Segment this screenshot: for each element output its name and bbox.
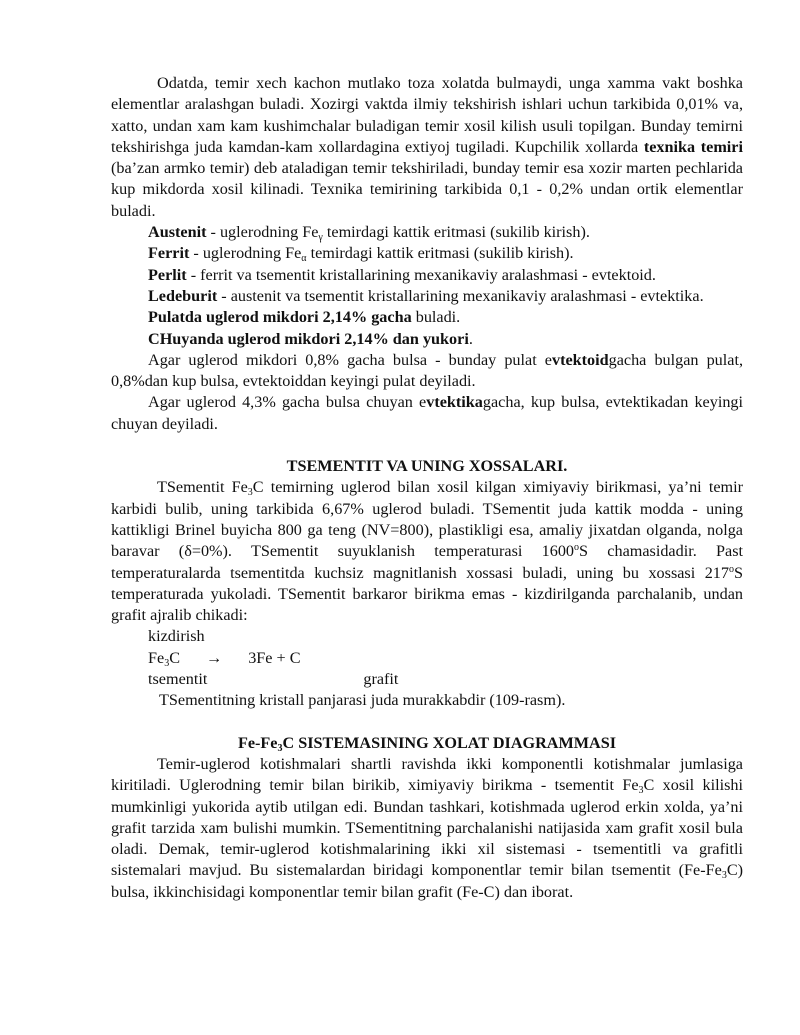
definition-ferrit <box>111 243 743 264</box>
paragraph-text: C temirning uglerod bilan xosil kilgan ximiyaviy birikmasi, ya’ni temir karbidi bulib, uning tarkibida 6,67% uglerod buladi. TSementit juda kattik modda - uning kattikligi Brinel buyicha 800 ga teng (NV=800), plastikligi esa, amaliy jixatdan olganda, nolga baravar (δ=0%). TSementit suyuklanish temperaturasi 1600 <box>111 478 743 561</box>
rule-evtektoid <box>111 350 743 393</box>
paragraph-text: S temperaturada yukoladi. TSementit barkaror birikma emas - kizdirilganda parchalanib, undan grafit ajralib chikadi: <box>111 563 743 625</box>
tsementit-lattice-note: TSementitning kristall panjarasi juda murakkabdir (109-rasm). <box>159 691 566 710</box>
subscript: 3 <box>164 657 170 669</box>
paragraph-text: S chamasidadir. Past temperaturalarda tsementitda kuchsiz magnitlanish xossasi buladi, uning bu xossasi 217 <box>111 542 744 582</box>
rule-chuyan <box>111 329 743 350</box>
definition-text-tail: temirdagi kattik eritmasi (sukilib kirish). <box>322 223 590 242</box>
term-texnika-temiri: texnika temiri <box>643 137 743 156</box>
definition-text: - uglerodning Fe <box>206 223 319 242</box>
term-perlit: Perlit <box>148 265 187 284</box>
reaction-formula <box>111 648 743 669</box>
term-evtektika: vtektika <box>426 393 483 412</box>
reaction-condition: kizdirish <box>148 627 205 646</box>
label-tsementit: tsementit <box>148 670 208 689</box>
rule-text: Agar uglerod 4,3% gacha bulsa chuyan e <box>148 393 427 412</box>
diagram-paragraph <box>111 754 743 903</box>
section-heading-diagram <box>111 733 743 754</box>
rule-text: buladi. <box>411 308 461 327</box>
subscript: γ <box>318 232 323 244</box>
reactant: Fe <box>148 648 165 667</box>
paragraph-text-tail: C) bulsa, ikkinchisidagi komponentlar temir bilan grafit (Fe-C) dan iborat. <box>111 861 743 901</box>
product: 3Fe + C <box>248 648 301 667</box>
definition-text-tail: temirdagi kattik eritmasi (sukilib kirish). <box>306 244 574 263</box>
term-ferrit: Ferrit <box>148 244 190 263</box>
heading-text: Fe-Fe <box>237 733 278 752</box>
rule-text: Agar uglerod mikdori 0,8% gacha bulsa - bunday pulat e <box>148 350 552 369</box>
intro-text-tail: (ba’zan armko temir) deb ataladigan temir tekshiriladi, bunday temir esa xozir marten pechlarida kup mikdorda xosil kilinadi. Texnika temirining tarkibida 0,1 - 0,2% undan ortik elementlar buladi. <box>111 159 743 220</box>
reaction-equation <box>111 626 743 690</box>
term-ledeburit: Ledeburit <box>148 286 218 305</box>
reaction-labels <box>111 669 743 690</box>
superscript: o <box>574 542 580 554</box>
subscript: 3 <box>638 785 644 797</box>
arrow-icon: → <box>206 648 223 667</box>
term-austenit: Austenit <box>148 223 207 242</box>
tsementit-paragraph <box>111 477 743 626</box>
superscript: o <box>728 563 734 575</box>
document-body <box>111 73 743 903</box>
definition-text: - austenit va tsementit kristallarining mexanikaviy aralashmasi - evtektika. <box>217 286 704 305</box>
rule-chuyan-bold: CHuyanda uglerod mikdori 2,14% dan yukori <box>148 329 469 348</box>
subscript: 3 <box>721 870 727 882</box>
rule-text: . <box>468 329 473 348</box>
definition-text: - uglerodning Fe <box>189 244 302 263</box>
subscript: α <box>301 253 307 265</box>
label-grafit: grafit <box>363 670 399 689</box>
reactant-tail: C <box>169 648 180 667</box>
definition-perlit <box>111 265 743 286</box>
intro-paragraph <box>111 73 743 222</box>
rule-pulat <box>111 307 743 328</box>
rule-evtektika <box>111 392 743 435</box>
definition-austenit <box>111 222 743 243</box>
rule-pulat-bold: Pulatda uglerod mikdori 2,14% gacha <box>148 308 412 327</box>
heading-text-tail: C SISTEMASINING XOLAT DIAGRAMMASI <box>282 733 617 752</box>
rule-text-tail: gacha bulgan pulat, 0,8%dan kup bulsa, evtektoiddan keyingi pulat deyiladi. <box>111 350 743 391</box>
subscript: 3 <box>277 742 283 754</box>
term-evtektoid: vtektoid <box>551 350 609 369</box>
subscript: 3 <box>247 487 253 499</box>
section-heading-tsementit: TSEMENTIT VA UNING XOSSALARI. <box>286 457 568 476</box>
paragraph-text: C xosil kilishi mumkinligi yukorida aytib utilgan edi. Bundan tashkari, kotishmada uglerod erkin xolda, ya’ni grafit tarzida xam bulishi mumkin. TSementitning parchalanishi natijasida xam grafit xosil bula oladi. Demak, temir-uglerod kotishmalarining ikki xil sistemasi - tsementitli va grafitli sistemalari mavjud. Bu sistemalardan biridagi komponentlar temir bilan tsementit (Fe-Fe <box>111 776 743 880</box>
paragraph-text: Temir-uglerod kotishmalari shartli ravishda ikki komponentli kotishmalar jumlasiga kiritiladi. Uglerodning temir bilan birikib, ximiyaviy birikma - tsementit Fe <box>111 754 743 795</box>
paragraph-text: TSementit Fe <box>157 478 248 497</box>
intro-text: Odatda, temir xech kachon mutlako toza xolatda bulmaydi, unga xamma vakt boshka elementlar aralashgan buladi. Xozirgi vaktda ilmiy tekshirish ishlari uchun tarkibida 0,01% va, xatto, undan xam kam kushimchalar buladigan temir xosil kilish usuli topilgan. Bunday temirni tekshirishga juda kamdan-kam xollardagina extiyoj tugiladi. Kupchilik xollarda <box>111 74 743 156</box>
definition-ledeburit <box>111 286 743 307</box>
definition-text: - ferrit va tsementit kristallarining mexanikaviy aralashmasi - evtektoid. <box>186 265 656 284</box>
rule-text-tail: gacha, kup bulsa, evtektikadan keyingi chuyan deyiladi. <box>111 393 744 433</box>
